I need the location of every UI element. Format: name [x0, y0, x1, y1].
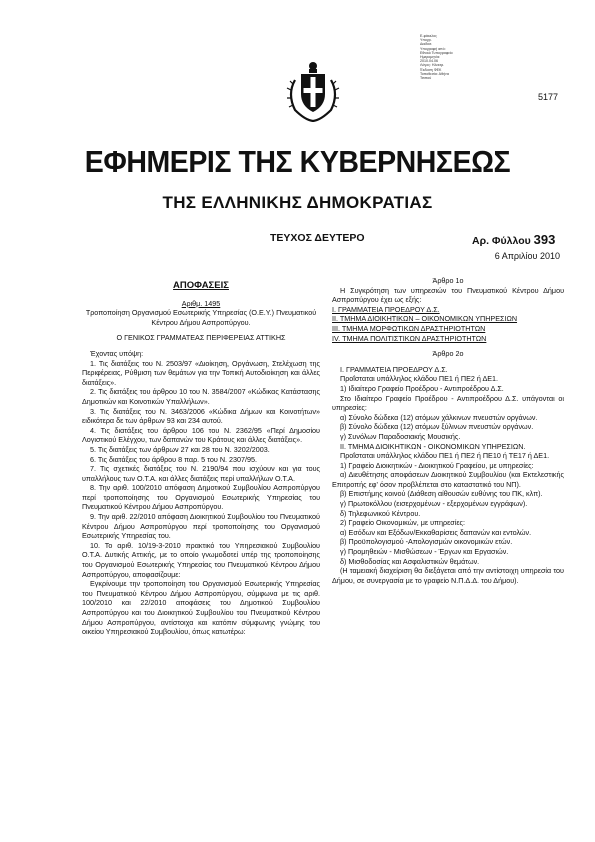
unit-item: ΙΙ. ΤΜΗΜΑ ΔΙΟΙΚΗΤΙΚΩΝ – ΟΙΚΟΝΟΜΙΚΩΝ ΥΠΗΡΕΣΙΩΝ [332, 314, 518, 324]
section-heading: ΑΠΟΦΑΣΕΙΣ [173, 280, 229, 291]
stamp-line: Ημερομηνία: [420, 55, 441, 60]
issue-date: 6 Απριλίου 2010 [494, 251, 560, 261]
sheet-label: Αρ. Φύλλου [472, 235, 531, 247]
stamp-line: Υπογραφή από: [420, 46, 446, 51]
legal-basis-item: 6. Τις διατάξεις του άρθρου 8 παρ. 5 του Ν. 2307/95. [90, 454, 257, 464]
legal-basis-item: 10. Το αριθ. 10/19-3-2010 πρακτικό του Υπηρεσιακού Συμβουλίου Ο.Τ.Α. Δυτικής Αττικής, με το οποίο γνωμοδοτεί υπέρ της τροποποίησης του Οργανισμού Εσωτερικής Υπηρεσίας του Πνευματικού Κέντρου Δήμου Ασπροπύργου, αποφασίζουμε: [82, 540, 320, 579]
article-text: δ) Τηλεφωνικού Κέντρου. [340, 508, 421, 518]
stamp-line: Λόγος: Ηλεκτρ. [420, 63, 445, 68]
article-text: Προΐσταται υπάλληλος κλάδου ΠΕ1 ή ΠΕ2 ή ΔΕ1. [340, 374, 499, 384]
article-text: 1) Ιδιαίτερο Γραφείο Προέδρου - Αντιπροέδρου Δ.Σ. [340, 383, 504, 393]
article-text: γ) Προμηθειών - Μισθώσεων - Έργων και Εργασιών. [340, 547, 509, 557]
unit-item: Ι. ΓΡΑΜΜΑΤΕΙΑ ΠΡΟΕΔΡΟΥ Δ.Σ. [332, 304, 440, 314]
decision-subject: Τροποποίηση Οργανισμού Εσωτερικής Υπηρεσίας (Ο.Ε.Υ.) Πνευματικού Κέντρου Δήμου Ασπροπύργου. [85, 308, 317, 327]
article-text: δ) Μισθοδοσίας και Ασφαλιστικών θεμάτων. [340, 556, 480, 566]
article-text: β) Επιστήμης κοινού (Διάθεση αίθουσών ευθύνης του ΠΚ, κλπ). [340, 489, 543, 499]
article-text: α) Εσόδων και Εξόδων/Εκκαθαρίσεις δαπανών και εντολών. [340, 527, 532, 537]
having-regard: Έχοντας υπόψη: [90, 348, 144, 358]
gazette-title: ΕΦΗΜΕΡΙΣ ΤΗΣ ΚΥΒΕΡΝΗΣΕΩΣ [84, 144, 511, 179]
gazette-subtitle: ΤΗΣ ΕΛΛΗΝΙΚΗΣ ΔΗΜΟΚΡΑΤΙΑΣ [162, 193, 433, 212]
article-text: ΙΙ. ΤΜΗΜΑ ΔΙΟΙΚΗΤΙΚΩΝ - ΟΙΚΟΝΟΜΙΚΩΝ ΥΠΗΡΕΣΙΩΝ. [340, 441, 526, 451]
article-text: γ) Συνόλων Παραδοσιακής Μουσικής. [340, 431, 461, 441]
article-text: Στο Ιδιαίτερο Γραφείο Προέδρου - Αντιπροέδρου Δ.Σ. υπάγονται οι υπηρεσίες: [332, 393, 564, 413]
legal-basis-item: 8. Την αριθ. 100/2010 απόφαση Δημοτικού Συμβουλίου Ασπροπύργου περί τροποποίησης του Οργανισμού Εσωτερικής Υπηρεσίας του Πνευματικού Κέντρου Δήμου Ασπροπύργου. [82, 483, 320, 512]
stamp-line: Έκδοση ΦΕΚ [420, 67, 442, 72]
issue-label: ΤΕΥΧΟΣ ΔΕΥΤΕΡΟ [270, 232, 365, 244]
stamp-line: Εθνικό Τυπογραφείο [420, 50, 453, 55]
sheet-number-label [472, 232, 555, 247]
stamp-line: Τοποθεσία: Αθήνα [420, 71, 449, 76]
article-heading: Άρθρο 2ο [432, 349, 464, 359]
digital-signature-stamp [420, 34, 490, 80]
stamp-line: 2010.04.06 [420, 59, 438, 64]
article-heading: Άρθρο 1ο [432, 276, 464, 285]
legal-basis-item: 3. Τις διατάξεις του Ν. 3463/2006 «Κώδικα Δήμων και Κοινοτήτων» ειδικότερα δε των άρθρων 93 και 234 αυτού. [82, 406, 320, 426]
article-text: 1) Γραφείο Διοικητικών - Διοικητικού Γραφείου, με υπηρεσίες: [340, 460, 534, 470]
unit-item: ΙV. ΤΜΗΜΑ ΠΟΛΙΤΙΣΤΙΚΩΝ ΔΡΑΣΤΗΡΙΟΤΗΤΩΝ [332, 333, 487, 343]
article-text: Προΐσταται υπάλληλος κλάδου ΠΕ1 ή ΠΕ2 ή ΠΕ10 ή ΤΕ17 ή ΔΕ1. [340, 451, 550, 461]
article-text: 2) Γραφείο Οικονομικών, με υπηρεσίες: [340, 518, 465, 528]
page-number: 5177 [538, 92, 559, 102]
article-intro: Η Συγκρότηση των υπηρεσιών του Πνευματικού Κέντρου Δήμου Ασπροπύργου έχει ως εξής: [332, 285, 564, 305]
right-column [332, 276, 564, 585]
article-text: β) Σύνολο δώδεκα (12) ατόμων ξύλινων πνευστών οργάνων. [340, 422, 534, 432]
article-text: α) Σύνολο δώδεκα (12) ατόμων χάλκινων πνευστών οργάνων. [340, 412, 538, 422]
article-text: Ι. ΓΡΑΜΜΑΤΕΙΑ ΠΡΟΕΔΡΟΥ Δ.Σ. [340, 364, 448, 374]
stamp-line: Τσιπού [420, 76, 432, 81]
stamp-line: Υπογρ. [420, 38, 432, 43]
left-column [82, 281, 320, 637]
article-text: (Η ταμειακή διαχείριση θα διεξάγεται από την αντίστοιχη υπηρεσία του Δήμου, σε συνεργασία με το γραφείο Ν.Π.Δ.Δ. του Δήμου). [332, 566, 564, 585]
unit-item: ΙΙΙ. ΤΜΗΜΑ ΜΟΡΦΩΤΙΚΩΝ ΔΡΑΣΤΗΡΙΟΤΗΤΩΝ [332, 323, 486, 333]
decision-number: Αριθμ. 1495 [181, 298, 221, 308]
authority: Ο ΓΕΝΙΚΟΣ ΓΡΑΜΜΑΤΕΑΣ ΠΕΡΙΦΕΡΕΙΑΣ ΑΤΤΙΚΗΣ [116, 333, 286, 343]
legal-basis-item: 2. Τις διατάξεις του άρθρου 10 του Ν. 3584/2007 «Κώδικας Κατάστασης Δημοτικών και Κοινοτικών Υπαλλήλων». [82, 387, 320, 406]
approval-paragraph: Εγκρίνουμε την τροποποίηση του Οργανισμού Εσωτερικής Υπηρεσίας του Πνευματικού Κέντρου Δήμου Ασπροπύργου, σύμφωνα με τις αριθ. 100/2010 και 22/2010 αποφάσεις του Δημοτικού Συμβουλίου Ασπροπύργου και του Διοικητικού Συμβουλίου του Πνευματικού Κέντρου Δήμου Ασπροπύργου, αντίστοιχα και κατόπιν σύμφωνης γνώμης του οικείου Υπηρεσιακού Συμβουλίου, όπως κατωτέρω: [82, 579, 320, 637]
article-text: α) Διευθέτησης αποφάσεων Διοικητικού Συμβουλίου (και Εκτελεστικής Επιτροπής εφ' όσον προβλέπεται στο καταστατικό του ΝΠ). [332, 470, 564, 489]
sheet-number: 393 [533, 232, 556, 247]
stamp-line: Ε-φάκελος [420, 34, 437, 38]
legal-basis-item: 5. Τις διατάξεις των άρθρων 27 και 28 του Ν. 3202/2003. [90, 444, 270, 454]
article-text: γ) Πρωτοκόλλου (εισερχομένων - εξερχομένων εγγράφων). [340, 499, 528, 509]
article-text: β) Προϋπολογισμού -Απολογισμών οικονομικών ετών. [340, 537, 513, 547]
legal-basis-item: 9. Την αριθ. 22/2010 απόφαση Διοικητικού Συμβουλίου του Πνευματικού Κέντρου Δήμου Ασπροπύργου περί τροποποίησης του Οργανισμού Εσωτερικής Υπηρεσίας του. [82, 512, 320, 541]
legal-basis-item: 1. Τις διατάξεις του Ν. 2503/97 «Διοίκηση, Οργάνωση, Στελέχωση της Περιφέρειας, Ρύθμιση των θεμάτων για την Τοπική Αυτοδιοίκηση και άλλες διατάξεις». [82, 358, 320, 387]
legal-basis-item: 4. Τις διατάξεις του άρθρου 106 του Ν. 2362/95 «Περί Δημοσίου Λογιστικού Ελέγχου, των δαπανών του Κράτους και άλλες διατάξεις». [82, 425, 320, 445]
legal-basis-item: 7. Τις σχετικές διατάξεις του Ν. 2190/94 που ισχύουν και για τους υπαλλήλους των Ο.Τ.Α. και άλλες διατάξεις περί υπαλλήλων Ο.Τ.Α. [82, 464, 320, 483]
greek-coat-of-arms-icon [285, 60, 341, 122]
stamp-line: Διαδικτ. [420, 42, 433, 47]
